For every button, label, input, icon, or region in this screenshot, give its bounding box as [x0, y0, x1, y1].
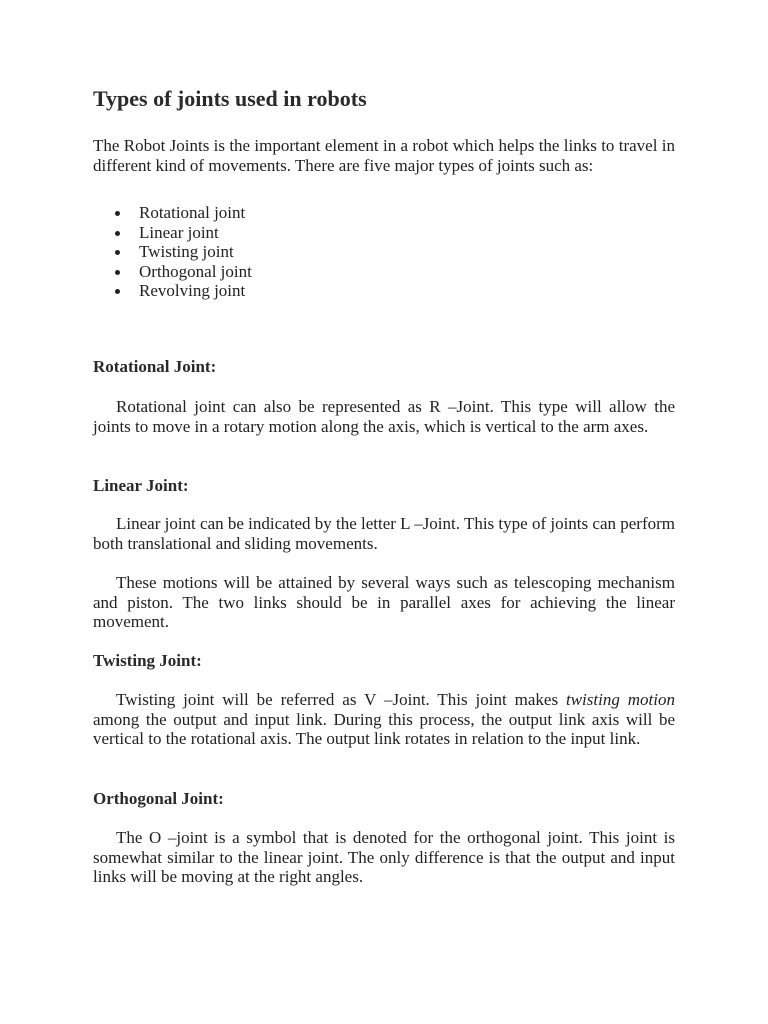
rotational-joint-paragraph: Rotational joint can also be represented as R –Joint. This type will allow the joints to move in a rotary motion along the axis, which is vertical to the arm axes.	[93, 397, 675, 436]
bullet-icon	[115, 289, 120, 294]
list-item-label: Linear joint	[139, 222, 219, 242]
rotational-joint-heading: Rotational Joint:	[93, 357, 217, 376]
twisting-text-end: among the output and input link. During this process, the output link axis will be vertical to the rotational axis. The output link rotates in relation to the input link.	[93, 709, 675, 749]
list-item-label: Twisting joint	[139, 242, 234, 262]
bullet-icon	[115, 270, 120, 275]
linear-joint-heading: Linear Joint:	[93, 476, 189, 495]
list-item	[93, 262, 252, 282]
list-item-label: Revolving joint	[139, 281, 246, 301]
list-item	[93, 223, 252, 243]
twisting-joint-paragraph	[93, 690, 675, 749]
orthogonal-joint-heading: Orthogonal Joint:	[93, 789, 224, 808]
list-item	[93, 203, 252, 223]
orthogonal-joint-paragraph: The O –joint is a symbol that is denoted for the orthogonal joint. This joint is somewhat similar to the linear joint. The only difference is that the output and input links will be moving at the right angles.	[93, 828, 675, 887]
bullet-icon	[115, 231, 120, 236]
intro-paragraph: The Robot Joints is the important element in a robot which helps the links to travel in different kind of movements. There are five major types of joints such as:	[93, 136, 675, 175]
page-title: Types of joints used in robots	[93, 86, 367, 111]
linear-joint-paragraph-2: These motions will be attained by several ways such as telescoping mechanism and piston. The two links should be in parallel axes for achieving the linear movement.	[93, 573, 675, 632]
list-item	[93, 242, 252, 262]
bullet-icon	[115, 250, 120, 255]
joint-types-list	[93, 203, 252, 301]
twisting-motion-term: twisting motion	[566, 690, 675, 709]
twisting-joint-heading: Twisting Joint:	[93, 651, 202, 670]
bullet-icon	[115, 211, 120, 216]
list-item-label: Rotational joint	[139, 203, 246, 222]
twisting-text-start: Twisting joint will be referred as V –Joint. This joint makes	[116, 690, 566, 709]
list-item-label: Orthogonal joint	[139, 261, 252, 281]
linear-joint-paragraph-1: Linear joint can be indicated by the letter L –Joint. This type of joints can perform both translational and sliding movements.	[93, 514, 675, 553]
list-item	[93, 281, 252, 301]
